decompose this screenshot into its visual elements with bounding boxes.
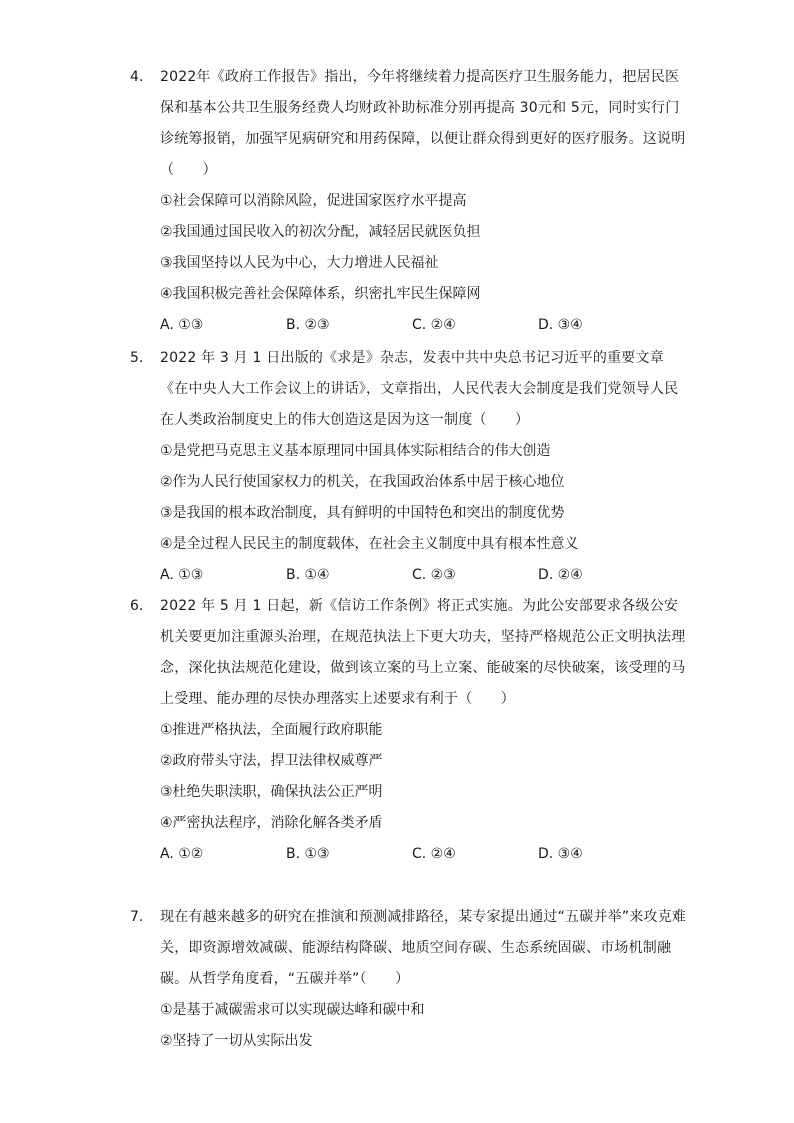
answer-choices: [160, 310, 690, 341]
answer-choices: [160, 839, 690, 870]
choice-d[interactable]: D. ②④: [538, 567, 583, 583]
statement-3: ③是我国的根本政治制度，具有鲜明的中国特色和突出的制度优势: [160, 505, 565, 521]
choice-b[interactable]: B. ②③: [286, 317, 330, 333]
choice-a[interactable]: A. ①③: [160, 567, 204, 583]
question-stem: 2022 年 5 月 1 日起，新《信访工作条例》将正式实施。为此公安部要求各级公安机关要更加注重源头治理，在规范执法上下更大功夫，坚持严格规范公正文明执法理念，深化执法规范化建设，做到该立案的马上立案、能破案的尽快破案，该受理的马上受理、能办理的尽快办理落实上述要求有利于（ ）: [160, 598, 686, 707]
question-stem: 现在有越来越多的研究在推演和预测减排路径，某专家提出通过“五碳并举”来攻克难关，即资源增效减碳、能源结构降碳、地质空间存碳、生态系统固碳、市场机制融碳。从哲学角度看，“五碳并举”（ ）: [160, 909, 687, 987]
question-number: 7.: [130, 909, 144, 925]
choice-d[interactable]: D. ③④: [538, 846, 583, 862]
statement-3: ③杜绝失职渎职，确保执法公正严明: [160, 784, 383, 800]
answer-choices: [160, 560, 690, 591]
statement-1: ①是基于减碳需求可以实现碳达峰和碳中和: [160, 1002, 425, 1018]
statement-1: ①社会保障可以消除风险，促进国家医疗水平提高: [160, 193, 467, 209]
statement-2: ②坚持了一切从实际出发: [160, 1033, 313, 1049]
question-4: [130, 62, 690, 341]
question-number: 6.: [130, 598, 144, 614]
question-5: [130, 343, 690, 591]
statement-4: ④我国积极完善社会保障体系，织密扎牢民生保障网: [160, 286, 481, 302]
question-number: 5.: [130, 350, 144, 366]
question-7: [130, 902, 690, 1057]
choice-c[interactable]: C. ②④: [412, 317, 456, 333]
choice-b[interactable]: B. ①④: [286, 567, 330, 583]
choice-a[interactable]: A. ①②: [160, 846, 204, 862]
choice-c[interactable]: C. ②③: [412, 567, 456, 583]
statement-4: ④严密执法程序，消除化解各类矛盾: [160, 815, 383, 831]
choice-d[interactable]: D. ③④: [538, 317, 583, 333]
statement-1: ①推进严格执法，全面履行政府职能: [160, 722, 383, 738]
statement-4: ④是全过程人民民主的制度载体，在社会主义制度中具有根本性意义: [160, 536, 579, 552]
question-stem: 2022 年 3 月 1 日出版的《求是》杂志，发表中共中央总书记习近平的重要文章《在中央人大工作会议上的讲话》，文章指出，人民代表大会制度是我们党领导人民在人类政治制度史上的伟大创造这是因为这一制度（ ）: [160, 350, 679, 428]
choice-b[interactable]: B. ①③: [286, 846, 330, 862]
statement-2: ②政府带头守法，捍卫法律权威尊严: [160, 753, 383, 769]
choice-a[interactable]: A. ①③: [160, 317, 204, 333]
statement-2: ②我国通过国民收入的初次分配，减轻居民就医负担: [160, 224, 481, 240]
statement-2: ②作为人民行使国家权力的机关，在我国政治体系中居于核心地位: [160, 474, 565, 490]
statement-1: ①是党把马克思主义基本原理同中国具体实际相结合的伟大创造: [160, 443, 551, 459]
choice-c[interactable]: C. ②④: [412, 846, 456, 862]
statement-3: ③我国坚持以人民为中心，大力增进人民福祉: [160, 255, 439, 271]
question-number: 4.: [130, 69, 144, 85]
question-stem: 2022年《政府工作报告》指出，今年将继续着力提高医疗卫生服务能力，把居民医保和基本公共卫生服务经费人均财政补助标准分别再提高 30元和 5元，同时实行门诊统筹报销，加强罕见病研究和用药保障，以便让群众得到更好的医疗服务。这说明（ ）: [160, 69, 686, 178]
question-6: [130, 591, 690, 870]
